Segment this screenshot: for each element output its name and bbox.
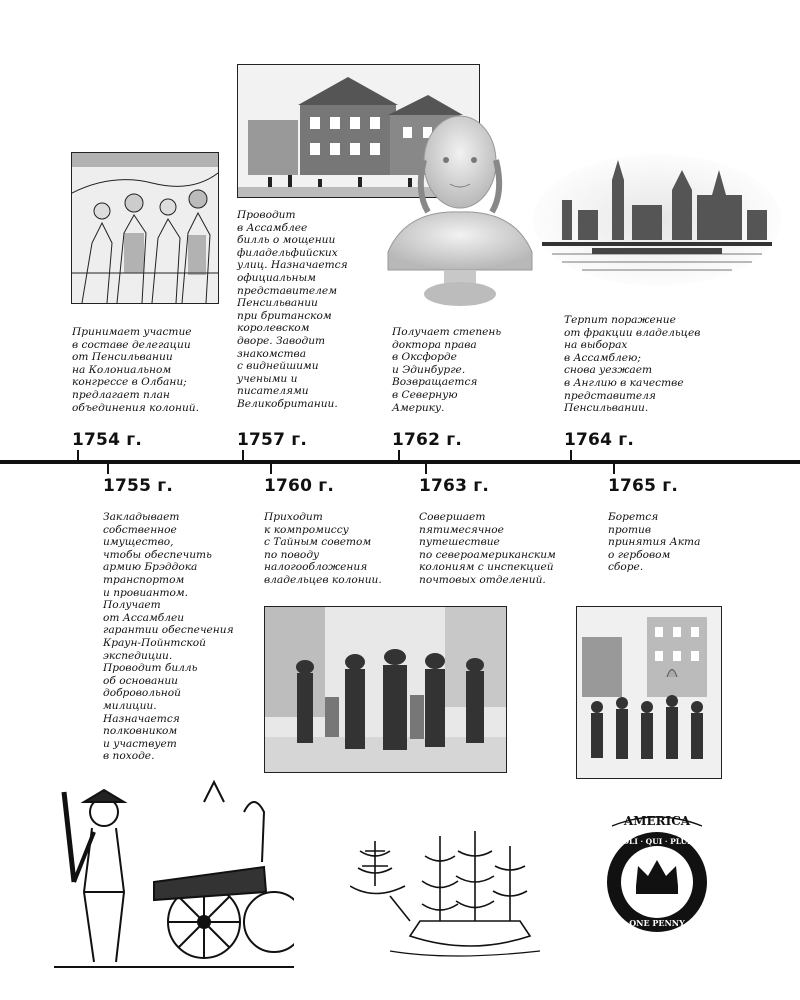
event-text-1765: Борется против принятия Акта о гербовом сборе. bbox=[608, 511, 701, 574]
event-text-1757: Проводит в Ассамблее билль о мощении филадельфийских улиц. Назначается официальным представителем Пенсильвании при британском королевском дворе. Заводит знакомства с виднейшими учеными и писателями Великобритании. bbox=[237, 209, 348, 410]
event-text-1763: Совершает пятимесячное путешествие по североамериканским колониям с инспекцией почтовых отделений. bbox=[419, 511, 556, 586]
timeline-tick-1755 bbox=[107, 462, 109, 474]
sailing-ships-engraving bbox=[350, 826, 550, 962]
seal-top-word: AMERICA bbox=[623, 814, 691, 828]
year-label-1763: 1763 г. bbox=[419, 476, 489, 496]
year-label-1754: 1754 г. bbox=[72, 430, 142, 450]
year-label-1765: 1765 г. bbox=[608, 476, 678, 496]
timeline-tick-1754 bbox=[77, 450, 79, 462]
soldier-cannon-engraving bbox=[54, 772, 294, 972]
year-label-1764: 1764 г. bbox=[564, 430, 634, 450]
colonial-street-scene-engraving bbox=[264, 606, 507, 773]
year-label-1762: 1762 г. bbox=[392, 430, 462, 450]
year-label-1757: 1757 г. bbox=[237, 430, 307, 450]
stamp-act-seal bbox=[598, 808, 716, 948]
timeline-tick-1765 bbox=[613, 462, 615, 474]
edinburgh-skyline-engraving bbox=[532, 150, 782, 288]
event-text-1764: Терпит поражение от фракции владельцев на выборах в Ассамблею; снова уезжает в Англию в качестве представителя Пенсильвании. bbox=[564, 314, 701, 415]
stamp-act-riot-engraving bbox=[576, 606, 722, 779]
event-text-1755: Закладывает собственное имущество, чтобы обеспечить армию Брэддока транспортом и провиантом. Получает от Ассамблеи гарантии обеспечения Краун-Пойнтской экспедиции. Проводит билль об основании добровольной милиции. Назначается полковником и участвует в походе. bbox=[103, 511, 234, 763]
event-text-1754: Принимает участие в составе делегации от Пенсильвании на Колониальном конгрессе в Олбани; предлагает план объединения колоний. bbox=[72, 326, 199, 414]
timeline-tick-1757 bbox=[242, 450, 244, 462]
seal-bottom-text: ONE PENNY bbox=[629, 918, 685, 928]
albany-congress-engraving bbox=[71, 152, 219, 304]
timeline-tick-1762 bbox=[398, 450, 400, 462]
timeline-tick-1760 bbox=[270, 462, 272, 474]
year-label-1755: 1755 г. bbox=[103, 476, 173, 496]
year-label-1760: 1760 г. bbox=[264, 476, 334, 496]
seal-ring-text: SOLI · QUI · PLURI bbox=[617, 837, 697, 846]
event-text-1762: Получает степень доктора права в Оксфорде и Эдинбурге. Возвращается в Северную Америку. bbox=[392, 326, 502, 414]
franklin-bust-image bbox=[386, 102, 534, 310]
timeline-tick-1763 bbox=[425, 462, 427, 474]
timeline-tick-1764 bbox=[570, 450, 572, 462]
timeline-axis bbox=[0, 460, 800, 464]
event-text-1760: Приходит к компромиссу с Тайным советом по поводу налогообложения владельцев колонии. bbox=[264, 511, 382, 586]
